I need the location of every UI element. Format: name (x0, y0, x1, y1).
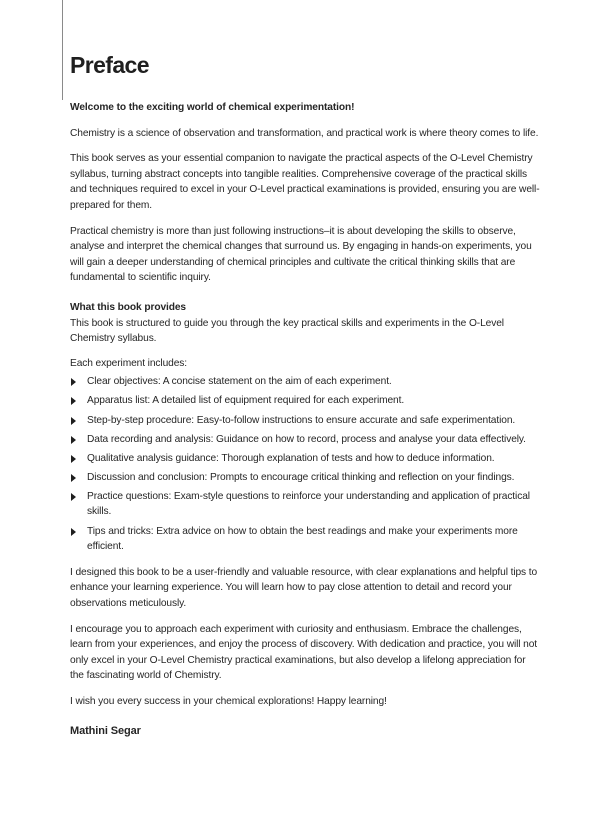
triangle-bullet-icon (71, 528, 76, 536)
list-item-text: Apparatus list: A detailed list of equipment required for each experiment. (87, 395, 405, 407)
section-heading: What this book provides (70, 301, 186, 313)
preface-body (70, 100, 540, 739)
triangle-bullet-icon (71, 436, 76, 444)
list-item (70, 524, 540, 555)
list-item (70, 393, 540, 409)
list-item (70, 432, 540, 448)
includes-label: Each experiment includes: (70, 357, 187, 369)
page-title: Preface (70, 52, 149, 78)
intro-paragraph-3: Practical chemistry is more than just following instructions–it is about developing the skills to observe, analyse and interpret the chemical changes that surround us. By engaging in hands-on experiments, you will gain a deeper understanding of chemical principles and cultivate the critical thinking skills that are fundamental to scientific inquiry. (70, 225, 532, 284)
list-item-text: Practice questions: Exam-style questions to reinforce your understanding and application of practical skills. (87, 490, 530, 518)
triangle-bullet-icon (71, 417, 76, 425)
list-item-text: Tips and tricks: Extra advice on how to obtain the best readings and make your experiments more efficient. (87, 525, 518, 553)
intro-paragraph-1: Chemistry is a science of observation and transformation, and practical work is where theory comes to life. (70, 127, 539, 139)
list-item-text: Data recording and analysis: Guidance on how to record, process and analyse your data effectively. (87, 433, 526, 445)
list-item-text: Discussion and conclusion: Prompts to encourage critical thinking and reflection on your findings. (87, 471, 515, 483)
author-name: Mathini Segar (70, 724, 141, 737)
closing-paragraph-3: I wish you every success in your chemical explorations! Happy learning! (70, 695, 387, 707)
list-item (70, 470, 540, 486)
list-item-text: Clear objectives: A concise statement on the aim of each experiment. (87, 376, 392, 388)
triangle-bullet-icon (71, 474, 76, 482)
list-item (70, 451, 540, 467)
list-item (70, 413, 540, 429)
triangle-bullet-icon (71, 378, 76, 386)
list-item-text: Qualitative analysis guidance: Thorough explanation of tests and how to deduce information. (87, 452, 495, 464)
welcome-heading: Welcome to the exciting world of chemical experimentation! (70, 102, 355, 113)
list-item (70, 489, 540, 520)
includes-list (70, 374, 540, 554)
closing-paragraph-2: I encourage you to approach each experiment with curiosity and enthusiasm. Embrace the challenges, learn from your experiences, and enjoy the process of discovery. With dedication and practice, you will not only excel in your O-Level Chemistry practical examinations, but also develop a lifelong appreciation for the fascinating world of Chemistry. (70, 623, 538, 682)
section-intro: This book is structured to guide you through the key practical skills and experiments in the O-Level Chemistry syllabus. (70, 317, 504, 345)
list-item-text: Step-by-step procedure: Easy-to-follow instructions to ensure accurate and safe experimentation. (87, 414, 516, 426)
margin-rule (62, 0, 63, 100)
triangle-bullet-icon (71, 455, 76, 463)
list-item (70, 374, 540, 390)
triangle-bullet-icon (71, 397, 76, 405)
triangle-bullet-icon (71, 493, 76, 501)
intro-paragraph-2: This book serves as your essential companion to navigate the practical aspects of the O-Level Chemistry syllabus, turning abstract concepts into tangible realities. Comprehensive coverage of the practical skills and techniques required to excel in your O-Level practical examinations is provided, ensuring you are well-prepared for them. (70, 153, 540, 211)
closing-paragraph-1: I designed this book to be a user-friendly and valuable resource, with clear explanations and helpful tips to enhance your learning experience. You will learn how to pay close attention to detail and record your observations meticulously. (70, 566, 538, 609)
